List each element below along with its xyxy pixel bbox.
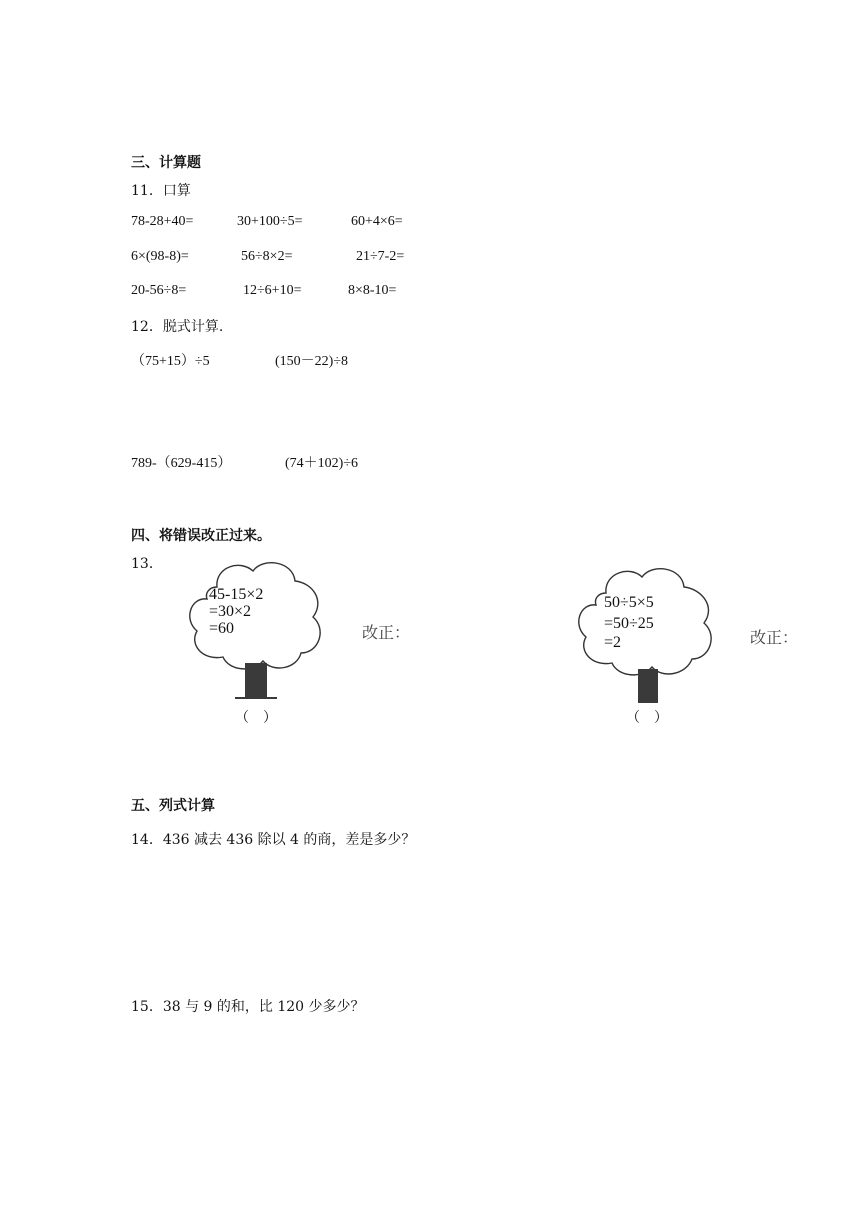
step-calc-item: (74＋102)÷6 — [285, 456, 359, 471]
question-11-label: 11．口算 — [131, 183, 191, 199]
question-13-label: 13． — [131, 556, 163, 572]
oral-calc-item: 12÷6+10= — [243, 283, 302, 298]
oral-calc-item: 20-56÷8= — [131, 283, 187, 298]
tree-expression-line: =60 — [209, 620, 235, 637]
tree-expression-line: 50÷5×5 — [604, 594, 654, 611]
correction-label: 改正： — [750, 628, 799, 647]
correction-label: 改正： — [362, 623, 411, 642]
step-calc-item: (150－22)÷8 — [275, 354, 349, 369]
tree-expression-line: =2 — [604, 634, 622, 651]
oral-calc-item: 8×8-10= — [348, 283, 397, 298]
tree-expression-line: =50÷25 — [604, 615, 654, 632]
oral-calc-item: 6×(98-8)= — [131, 249, 189, 264]
tree-card-2 — [576, 565, 716, 730]
oral-calc-item: 78-28+40= — [131, 214, 194, 229]
section-heading-column-calc: 五、列式计算 — [131, 798, 215, 814]
section-heading-correct-errors: 四、将错误改正过来。 — [131, 528, 271, 544]
tree-card-1 — [185, 557, 325, 727]
judgment-blank: （ ） — [626, 710, 668, 726]
step-calc-item: （75+15）÷5 — [131, 354, 210, 369]
question-14: 14．436 减去 436 除以 4 的商，差是多少？ — [131, 832, 416, 848]
step-calc-item: 789-（629-415） — [131, 456, 232, 471]
tree-cloud-icon — [185, 557, 325, 702]
oral-calc-item: 56÷8×2= — [241, 249, 293, 264]
oral-calc-item: 21÷7-2= — [356, 249, 405, 264]
oral-calc-item: 60+4×6= — [351, 214, 403, 229]
tree-expression-line: =30×2 — [209, 603, 252, 620]
judgment-blank: （ ） — [235, 710, 277, 726]
oral-calc-item: 30+100÷5= — [237, 214, 303, 229]
tree-expression-line: 45-15×2 — [209, 586, 264, 603]
question-12-label: 12．脱式计算. — [131, 319, 224, 335]
section-heading-calculation: 三、计算题 — [131, 155, 201, 171]
question-15: 15．38 与 9 的和，比 120 少多少？ — [131, 999, 365, 1015]
tree-cloud-icon — [576, 565, 716, 705]
